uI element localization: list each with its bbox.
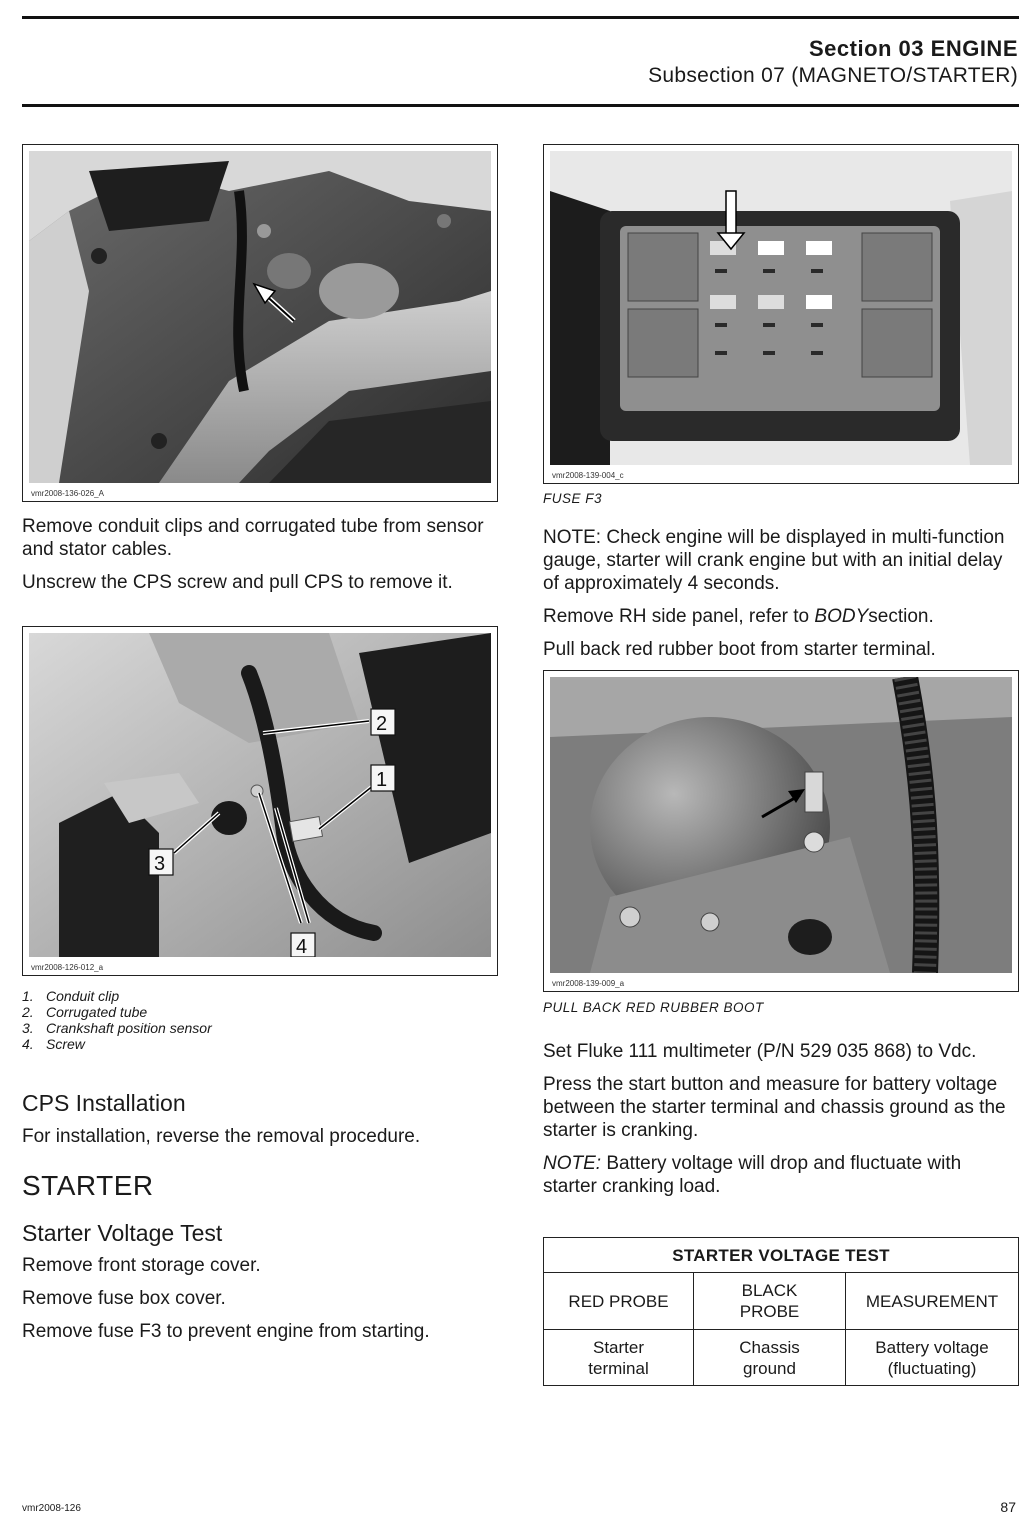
starter-voltage-test-heading: Starter Voltage Test bbox=[22, 1220, 223, 1246]
figure-id: vmr2008-139-004_c bbox=[552, 471, 624, 480]
page-number: 87 bbox=[1000, 1499, 1016, 1515]
table-cell: Battery voltage (fluctuating) bbox=[846, 1330, 1019, 1386]
cps-installation-heading: CPS Installation bbox=[22, 1090, 186, 1116]
legend-item: 1. Conduit clip bbox=[22, 988, 120, 1004]
svg-text:1: 1 bbox=[376, 769, 388, 791]
note-paragraph: NOTE: Check engine will be displayed in multi-function gauge, starter will crank engine but with an initial delay of approximately 4 seconds. bbox=[543, 527, 1005, 594]
cps-installation-text: For installation, reverse the removal procedure. bbox=[22, 1126, 421, 1147]
figure-legend bbox=[22, 988, 212, 1052]
callout-3 bbox=[149, 849, 173, 875]
paragraph: Press the start button and measure for battery voltage between the starter terminal and chassis ground as the starter is cranking. bbox=[543, 1074, 1006, 1141]
table-header-cell: MEASUREMENT bbox=[846, 1273, 1019, 1330]
left-intro-text bbox=[22, 515, 498, 604]
svg-text:4: 4 bbox=[296, 936, 308, 957]
table-header-cell: BLACK PROBE bbox=[694, 1273, 846, 1330]
paragraph: Set Fluke 111 multimeter (P/N 529 035 868) to Vdc. bbox=[543, 1041, 977, 1062]
document-id: vmr2008-126 bbox=[22, 1503, 81, 1514]
note-paragraph: NOTE: Battery voltage will drop and fluctuate with starter cranking load. bbox=[543, 1153, 962, 1197]
starter-heading: STARTER bbox=[22, 1170, 154, 1201]
body-section-ref: BODY bbox=[814, 606, 869, 627]
section-title: Section 03 ENGINE bbox=[808, 36, 1018, 61]
legend-item: 4. Screw bbox=[22, 1036, 85, 1052]
fuse-box-photo bbox=[543, 144, 1019, 484]
header-rule bbox=[22, 104, 1019, 107]
right-top-text bbox=[543, 526, 1019, 671]
paragraph: Remove RH side panel, refer to BODYsection. bbox=[543, 606, 934, 627]
engine-photo-cps bbox=[22, 144, 498, 502]
callout-2 bbox=[371, 709, 395, 735]
table-header-cell: RED PROBE bbox=[544, 1273, 694, 1330]
right-bottom-text bbox=[543, 1040, 1019, 1208]
paragraph: Unscrew the CPS screw and pull CPS to remove it. bbox=[22, 572, 453, 593]
figure-id: vmr2008-126-012_a bbox=[31, 963, 104, 972]
callout-4 bbox=[291, 933, 315, 957]
cps-parts-photo bbox=[22, 626, 498, 976]
step: Remove fuse box cover. bbox=[22, 1288, 226, 1309]
figure-id: vmr2008-139-009_a bbox=[552, 979, 625, 988]
figure-id: vmr2008-136-026_A bbox=[31, 489, 104, 498]
table-cell: Starter terminal bbox=[544, 1330, 694, 1386]
top-rule bbox=[22, 16, 1019, 19]
starter-voltage-test-table bbox=[543, 1237, 1019, 1386]
legend-item: 3. Crankshaft position sensor bbox=[22, 1020, 212, 1036]
note-label: NOTE: bbox=[543, 1153, 602, 1174]
legend-item: 2. Corrugated tube bbox=[22, 1004, 148, 1020]
step: Remove fuse F3 to prevent engine from starting. bbox=[22, 1321, 430, 1342]
step: Remove front storage cover. bbox=[22, 1255, 261, 1276]
figure-caption: PULL BACK RED RUBBER BOOT bbox=[543, 1000, 764, 1015]
table-cell: Chassis ground bbox=[694, 1330, 846, 1386]
svg-text:2: 2 bbox=[376, 713, 388, 735]
figure-caption: FUSE F3 bbox=[543, 491, 603, 506]
table-title: STARTER VOLTAGE TEST bbox=[544, 1238, 1019, 1273]
subsection-title: Subsection 07 (MAGNETO/STARTER) bbox=[648, 64, 1018, 87]
paragraph: Pull back red rubber boot from starter terminal. bbox=[543, 639, 936, 660]
starter-terminal-photo bbox=[543, 670, 1019, 992]
callout-1 bbox=[371, 765, 395, 791]
starter-steps bbox=[22, 1254, 498, 1353]
paragraph: Remove conduit clips and corrugated tube from sensor and stator cables. bbox=[22, 516, 484, 560]
svg-text:3: 3 bbox=[154, 853, 166, 875]
